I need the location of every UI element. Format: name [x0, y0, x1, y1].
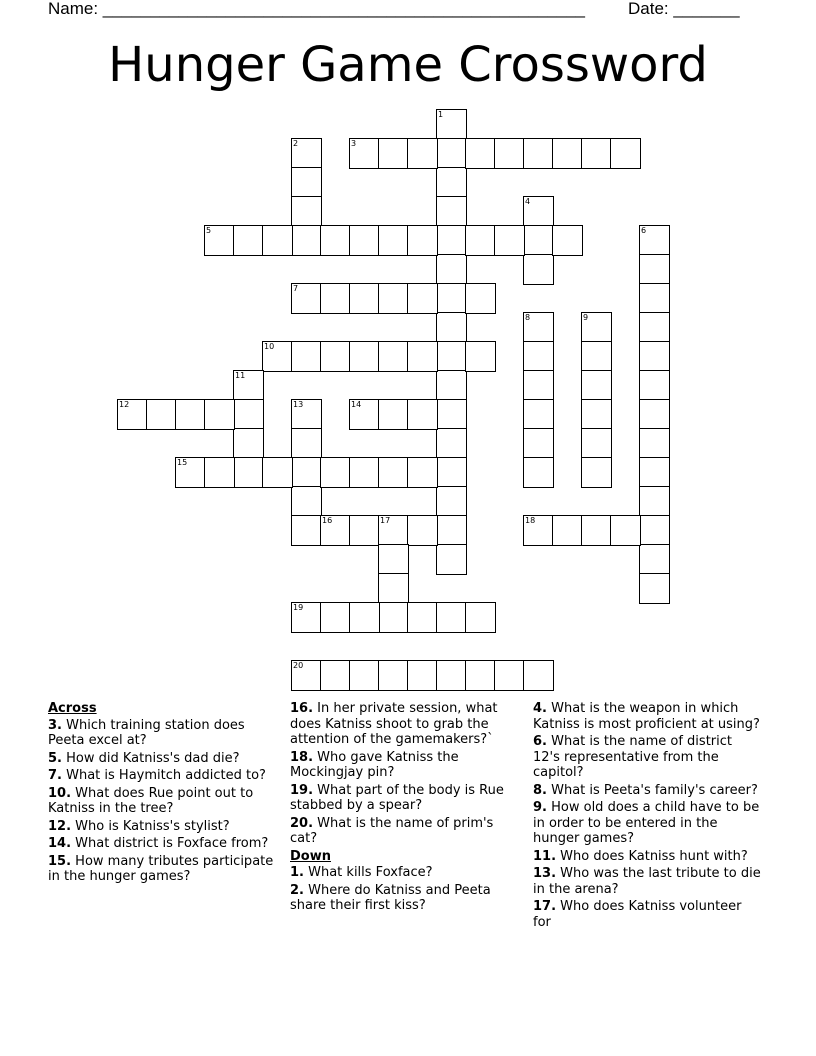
grid-cell[interactable]: [320, 660, 351, 691]
clue-number: 13: [293, 400, 304, 409]
grid-cell[interactable]: [175, 457, 206, 488]
grid-cell[interactable]: [204, 225, 235, 256]
clue-item: [48, 751, 280, 767]
grid-cell[interactable]: [465, 138, 496, 169]
clue-item: [533, 849, 763, 865]
clue-item-text: How did Katniss's dad die?: [66, 750, 240, 766]
grid-cell[interactable]: [523, 254, 554, 285]
clue-item-text: Where do Katniss and Peeta share their first kiss?: [290, 882, 491, 913]
grid-cell[interactable]: [407, 602, 438, 633]
grid-cell[interactable]: [639, 457, 670, 488]
clue-number: 20: [293, 661, 304, 670]
grid-cell[interactable]: [378, 225, 409, 256]
grid-cell[interactable]: [349, 457, 380, 488]
clue-item: [533, 866, 763, 897]
grid-cell[interactable]: [320, 602, 351, 633]
grid-cell[interactable]: [204, 457, 235, 488]
grid-cell[interactable]: [610, 515, 641, 546]
clue-item-text: Who does Katniss volunteer for: [533, 899, 742, 930]
grid-cell[interactable]: [291, 138, 322, 169]
clue-number: 8: [525, 313, 531, 322]
clue-item-number: 17.: [533, 899, 557, 914]
clue-item: [48, 768, 280, 784]
grid-cell[interactable]: [465, 283, 496, 314]
grid-cell[interactable]: [523, 515, 554, 546]
grid-cell[interactable]: [320, 515, 351, 546]
clue-number: 11: [235, 371, 246, 380]
grid-cell[interactable]: [378, 602, 409, 633]
clue-item-number: 4.: [533, 701, 547, 716]
grid-cell[interactable]: [378, 341, 409, 372]
grid-cell[interactable]: [349, 341, 380, 372]
grid-cell[interactable]: [523, 341, 554, 372]
grid-cell[interactable]: [581, 457, 612, 488]
clue-number: 3: [351, 139, 357, 148]
clue-item-text: What part of the body is Rue stabbed by a spear?: [290, 782, 504, 813]
clue-item-number: 7.: [48, 768, 62, 783]
grid-cell[interactable]: [233, 399, 264, 430]
clue-item-text: In her private session, what does Katniss shoot to grab the attention of the gamemakers?`: [290, 701, 498, 747]
clues-column-1: [48, 701, 280, 887]
grid-cell[interactable]: [378, 399, 409, 430]
grid-cell[interactable]: [436, 283, 467, 314]
grid-cell[interactable]: [465, 602, 496, 633]
clue-item: [48, 819, 280, 835]
grid-cell[interactable]: [436, 138, 467, 169]
grid-cell[interactable]: [639, 544, 670, 575]
clues-column-2: [290, 701, 522, 916]
grid-cell[interactable]: [552, 515, 583, 546]
grid-cell[interactable]: [233, 225, 264, 256]
clue-item-text: What does Rue point out to Katniss in the tree?: [48, 785, 254, 816]
grid-cell[interactable]: [581, 370, 612, 401]
grid-cell[interactable]: [639, 283, 670, 314]
grid-cell[interactable]: [436, 109, 467, 140]
clue-item-number: 11.: [533, 848, 557, 864]
clue-heading-across: Across: [48, 701, 97, 716]
clue-item-text: Who does Katniss hunt with?: [560, 848, 748, 864]
clue-item-number: 8.: [533, 782, 547, 798]
grid-cell[interactable]: [291, 196, 322, 227]
grid-cell[interactable]: [320, 457, 351, 488]
grid-cell[interactable]: [465, 660, 496, 691]
clue-item-text: Who gave Katniss the Mockingjay pin?: [290, 749, 459, 780]
clue-item: [533, 734, 763, 781]
clue-item: [48, 718, 280, 749]
grid-cell[interactable]: [639, 370, 670, 401]
clue-item: [48, 786, 280, 817]
clue-item-number: 19.: [290, 782, 314, 798]
grid-cell[interactable]: [639, 225, 670, 256]
grid-cell[interactable]: [610, 138, 641, 169]
clue-item-text: What is the name of prim's cat?: [290, 815, 494, 846]
clue-item-number: 1.: [290, 865, 304, 880]
clue-item-number: 6.: [533, 734, 547, 749]
clue-item-number: 3.: [48, 717, 62, 733]
grid-cell[interactable]: [523, 312, 554, 343]
grid-cell[interactable]: [349, 225, 380, 256]
grid-cell[interactable]: [407, 341, 438, 372]
clue-number: 19: [293, 603, 304, 612]
clue-item: [290, 783, 522, 814]
grid-cell[interactable]: [407, 660, 438, 691]
grid-cell[interactable]: [262, 341, 293, 372]
grid-cell[interactable]: [581, 341, 612, 372]
clue-item-number: 14.: [48, 836, 72, 851]
grid-cell[interactable]: [523, 457, 554, 488]
clue-item-text: How old does a child have to be in order to be entered in the hunger games?: [533, 800, 760, 846]
grid-cell[interactable]: [436, 428, 467, 459]
clue-item-text: What is the name of district 12's representative from the capitol?: [533, 734, 732, 780]
grid-cell[interactable]: [291, 167, 322, 198]
grid-cell[interactable]: [117, 399, 148, 430]
grid-cell[interactable]: [639, 312, 670, 343]
grid-cell[interactable]: [146, 399, 177, 430]
grid-cell[interactable]: [291, 225, 322, 256]
clue-item-number: 20.: [290, 815, 314, 831]
grid-cell[interactable]: [436, 660, 467, 691]
grid-cell[interactable]: [436, 486, 467, 517]
grid-cell[interactable]: [436, 254, 467, 285]
clue-item-text: How many tributes participate in the hunger games?: [48, 853, 274, 884]
grid-cell[interactable]: [349, 515, 380, 546]
clue-item: [48, 836, 280, 852]
grid-cell[interactable]: [378, 283, 409, 314]
clue-item: [533, 899, 763, 930]
grid-cell[interactable]: [407, 515, 438, 546]
grid-cell[interactable]: [436, 544, 467, 575]
grid-cell[interactable]: [291, 399, 322, 430]
grid-cell[interactable]: [639, 399, 670, 430]
grid-cell[interactable]: [639, 428, 670, 459]
grid-cell[interactable]: [436, 399, 467, 430]
grid-cell[interactable]: [639, 254, 670, 285]
grid-cell[interactable]: [581, 515, 612, 546]
clue-item-number: 16.: [290, 701, 314, 716]
clue-item: [533, 701, 763, 732]
grid-cell[interactable]: [523, 138, 554, 169]
grid-cell[interactable]: [494, 225, 525, 256]
grid-cell[interactable]: [436, 196, 467, 227]
grid-cell[interactable]: [523, 428, 554, 459]
name-label[interactable]: Name: ___________________________________________________: [48, 0, 585, 18]
grid-cell[interactable]: [523, 225, 554, 256]
grid-cell[interactable]: [523, 399, 554, 430]
grid-cell[interactable]: [349, 399, 380, 430]
grid-cell[interactable]: [407, 225, 438, 256]
grid-cell[interactable]: [436, 602, 467, 633]
grid-cell[interactable]: [639, 341, 670, 372]
clue-number: 2: [293, 139, 299, 148]
clue-number: 14: [351, 400, 362, 409]
grid-cell[interactable]: [320, 225, 351, 256]
clue-number: 10: [264, 342, 275, 351]
grid-cell[interactable]: [291, 486, 322, 517]
grid-cell[interactable]: [262, 225, 293, 256]
clue-number: 12: [119, 400, 130, 409]
grid-cell[interactable]: [407, 399, 438, 430]
clue-item-text: What is the weapon in which Katniss is most proficient at using?: [533, 701, 760, 732]
page-title: Hunger Game Crossword: [108, 37, 708, 93]
clue-item-text: What kills Foxface?: [308, 865, 433, 880]
grid-cell[interactable]: [436, 312, 467, 343]
clue-item-text: Who is Katniss's stylist?: [75, 818, 230, 834]
grid-cell[interactable]: [407, 457, 438, 488]
grid-cell[interactable]: [320, 283, 351, 314]
clue-item: [290, 816, 522, 847]
clues-column-3: [533, 701, 763, 932]
clue-number: 18: [525, 516, 536, 525]
clue-heading-down: Down: [290, 848, 331, 864]
clue-number: 17: [380, 516, 391, 525]
grid-cell[interactable]: [291, 283, 322, 314]
grid-cell[interactable]: [320, 341, 351, 372]
grid-cell[interactable]: [465, 341, 496, 372]
clue-item: [290, 883, 522, 914]
clue-number: 1: [438, 110, 444, 119]
clue-number: 6: [641, 226, 647, 235]
grid-cell[interactable]: [291, 428, 322, 459]
grid-cell[interactable]: [639, 515, 670, 546]
clue-number: 5: [206, 226, 212, 235]
grid-cell[interactable]: [494, 660, 525, 691]
clue-item: [533, 783, 763, 799]
clue-item-text: What is Haymitch addicted to?: [66, 768, 266, 783]
clue-item-number: 15.: [48, 853, 72, 869]
clue-item: [290, 750, 522, 781]
grid-cell[interactable]: [349, 138, 380, 169]
clue-number: 7: [293, 284, 299, 293]
grid-cell[interactable]: [581, 399, 612, 430]
clue-item-number: 12.: [48, 818, 72, 834]
grid-cell[interactable]: [233, 457, 264, 488]
grid-cell[interactable]: [523, 370, 554, 401]
grid-cell[interactable]: [407, 283, 438, 314]
grid-cell[interactable]: [552, 225, 583, 256]
grid-cell[interactable]: [436, 341, 467, 372]
grid-cell[interactable]: [581, 312, 612, 343]
grid-cell[interactable]: [378, 544, 409, 575]
grid-cell[interactable]: [291, 341, 322, 372]
clue-number: 9: [583, 313, 589, 322]
grid-cell[interactable]: [378, 457, 409, 488]
grid-cell[interactable]: [378, 515, 409, 546]
grid-cell[interactable]: [639, 573, 670, 604]
clue-item-number: 18.: [290, 749, 314, 765]
grid-cell[interactable]: [349, 660, 380, 691]
grid-cell[interactable]: [436, 457, 467, 488]
clue-item: [48, 854, 280, 885]
grid-cell[interactable]: [436, 225, 467, 256]
clue-number: 15: [177, 458, 188, 467]
clue-item-text: What is Peeta's family's career?: [551, 782, 758, 798]
clue-item-text: Who was the last tribute to die in the arena?: [533, 866, 761, 897]
grid-cell[interactable]: [349, 283, 380, 314]
clue-item-text: Which training station does Peeta excel at?: [48, 717, 245, 748]
date-label[interactable]: Date: _______: [628, 0, 740, 18]
grid-cell[interactable]: [349, 602, 380, 633]
grid-cell[interactable]: [378, 573, 409, 604]
clue-item-text: What district is Foxface from?: [75, 836, 269, 851]
clue-item-number: 13.: [533, 866, 557, 881]
grid-cell[interactable]: [407, 138, 438, 169]
grid-cell[interactable]: [378, 660, 409, 691]
grid-cell[interactable]: [523, 660, 554, 691]
clue-number: 4: [525, 197, 531, 206]
grid-cell[interactable]: [552, 138, 583, 169]
clue-item-number: 9.: [533, 800, 547, 815]
grid-cell[interactable]: [581, 138, 612, 169]
grid-cell[interactable]: [378, 138, 409, 169]
grid-cell[interactable]: [291, 515, 322, 546]
clue-item: [290, 701, 522, 748]
grid-cell[interactable]: [465, 225, 496, 256]
grid-cell[interactable]: [436, 515, 467, 546]
clue-item-number: 5.: [48, 750, 62, 766]
clue-number: 16: [322, 516, 333, 525]
grid-cell[interactable]: [436, 370, 467, 401]
grid-cell[interactable]: [291, 457, 322, 488]
clue-item: [290, 865, 522, 881]
grid-cell[interactable]: [204, 399, 235, 430]
grid-cell[interactable]: [494, 138, 525, 169]
clue-item: [533, 800, 763, 847]
grid-cell[interactable]: [262, 457, 293, 488]
grid-cell[interactable]: [233, 370, 264, 401]
grid-cell[interactable]: [175, 399, 206, 430]
clue-item-number: 2.: [290, 882, 304, 898]
clue-item-number: 10.: [48, 785, 72, 801]
grid-cell[interactable]: [291, 602, 322, 633]
grid-cell[interactable]: [233, 428, 264, 459]
grid-cell[interactable]: [291, 660, 322, 691]
grid-cell[interactable]: [639, 486, 670, 517]
grid-cell[interactable]: [523, 196, 554, 227]
grid-cell[interactable]: [581, 428, 612, 459]
grid-cell[interactable]: [436, 167, 467, 198]
